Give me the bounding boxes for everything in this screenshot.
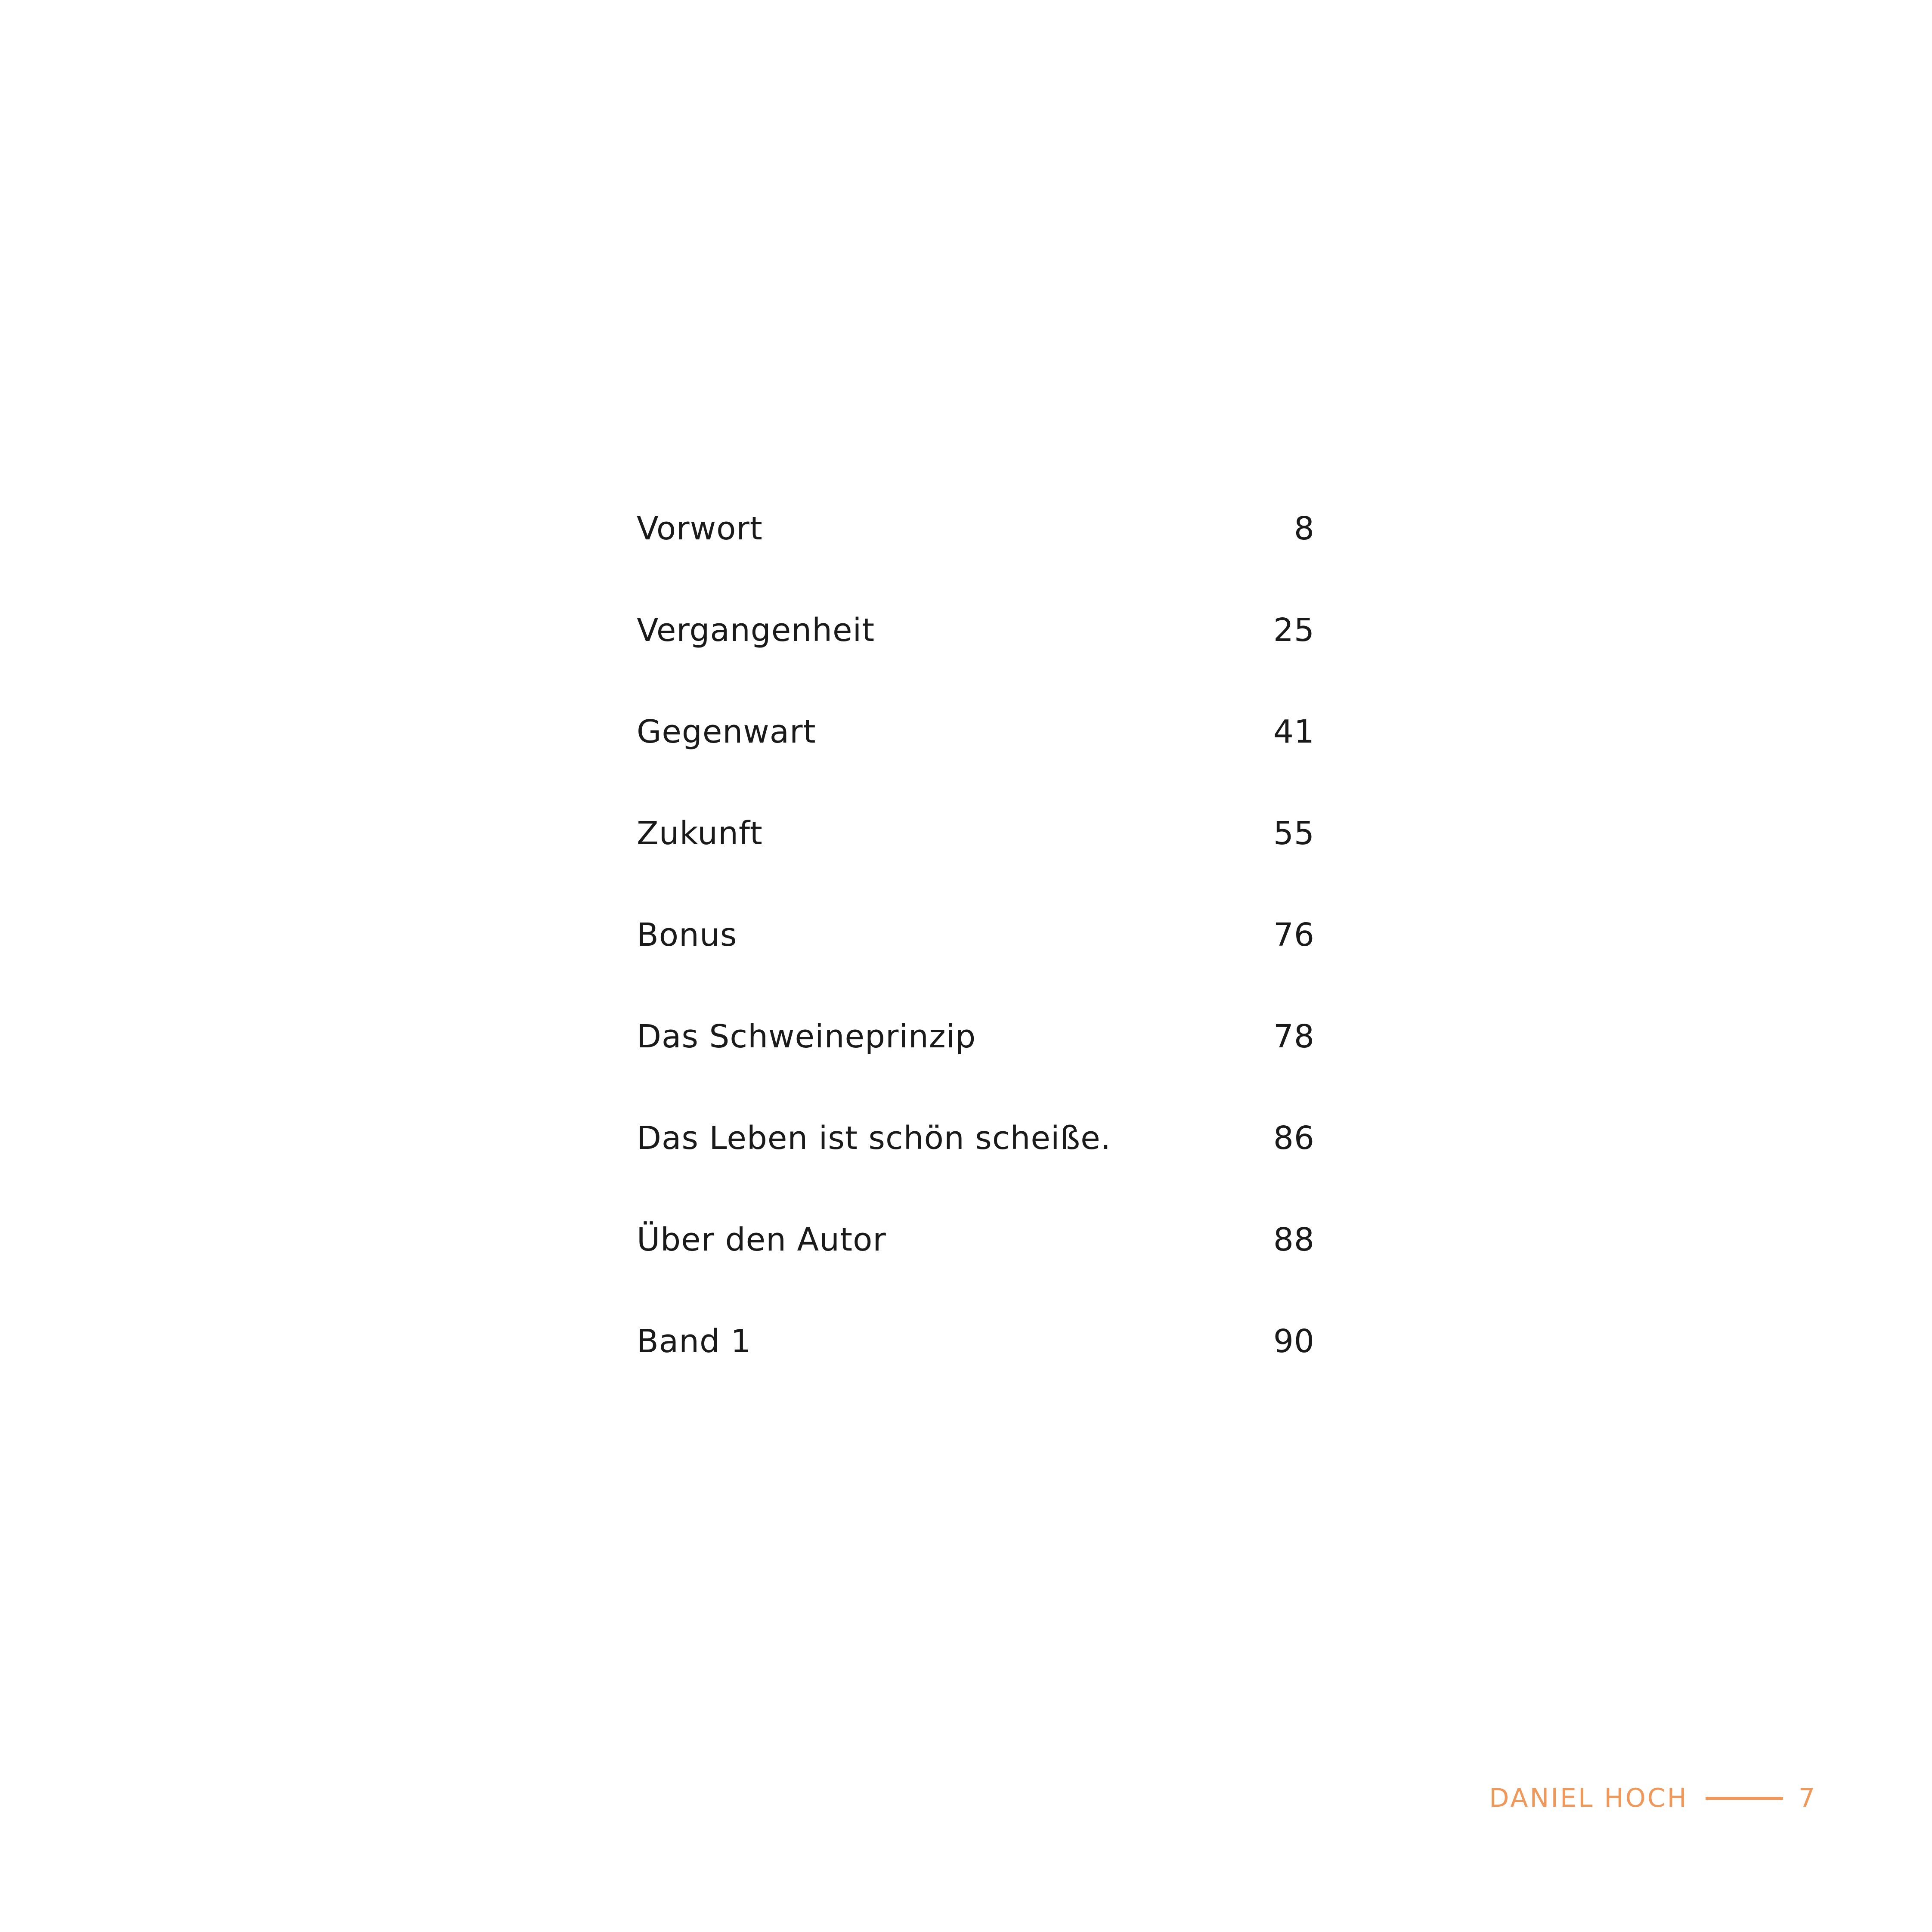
toc-entry-page: 25 bbox=[1273, 612, 1315, 649]
toc-entry-vorwort bbox=[637, 509, 1315, 611]
footer-author: DANIEL HOCH bbox=[1489, 1783, 1688, 1813]
toc-entry-page: 86 bbox=[1273, 1120, 1315, 1157]
toc-entry-vergangenheit bbox=[637, 611, 1315, 712]
toc-entry-page: 76 bbox=[1273, 916, 1315, 954]
toc-entry-title: Gegenwart bbox=[637, 713, 816, 750]
toc-entry-page: 55 bbox=[1273, 815, 1315, 852]
toc-entry-title: Das Schweineprinzip bbox=[637, 1018, 976, 1055]
toc-entry-gegenwart bbox=[637, 712, 1315, 814]
toc-entry-page: 88 bbox=[1273, 1221, 1315, 1258]
toc-entry-zukunft bbox=[637, 814, 1315, 916]
toc-entry-title: Band 1 bbox=[637, 1323, 752, 1360]
page-footer bbox=[1489, 1781, 1817, 1815]
toc-entry-title: Vergangenheit bbox=[637, 612, 875, 649]
toc-entry-page: 78 bbox=[1273, 1018, 1315, 1055]
toc-entry-schweineprinzip bbox=[637, 1017, 1315, 1119]
toc-entry-page: 8 bbox=[1294, 510, 1315, 547]
toc-entry-page: 90 bbox=[1273, 1323, 1315, 1360]
toc-entry-title: Zukunft bbox=[637, 815, 763, 852]
footer-divider bbox=[1706, 1797, 1783, 1800]
toc-entry-title: Bonus bbox=[637, 916, 737, 954]
toc-entry-band-1 bbox=[637, 1322, 1315, 1424]
toc-entry-title: Über den Autor bbox=[637, 1221, 886, 1258]
toc-entry-autor bbox=[637, 1220, 1315, 1322]
toc-entry-title: Vorwort bbox=[637, 510, 763, 547]
toc-entry-bonus bbox=[637, 916, 1315, 1017]
table-of-contents bbox=[637, 509, 1315, 1424]
toc-entry-page: 41 bbox=[1273, 713, 1315, 750]
toc-entry-leben bbox=[637, 1119, 1315, 1220]
toc-entry-title: Das Leben ist schön scheiße. bbox=[637, 1120, 1112, 1157]
footer-page-number: 7 bbox=[1798, 1783, 1817, 1813]
